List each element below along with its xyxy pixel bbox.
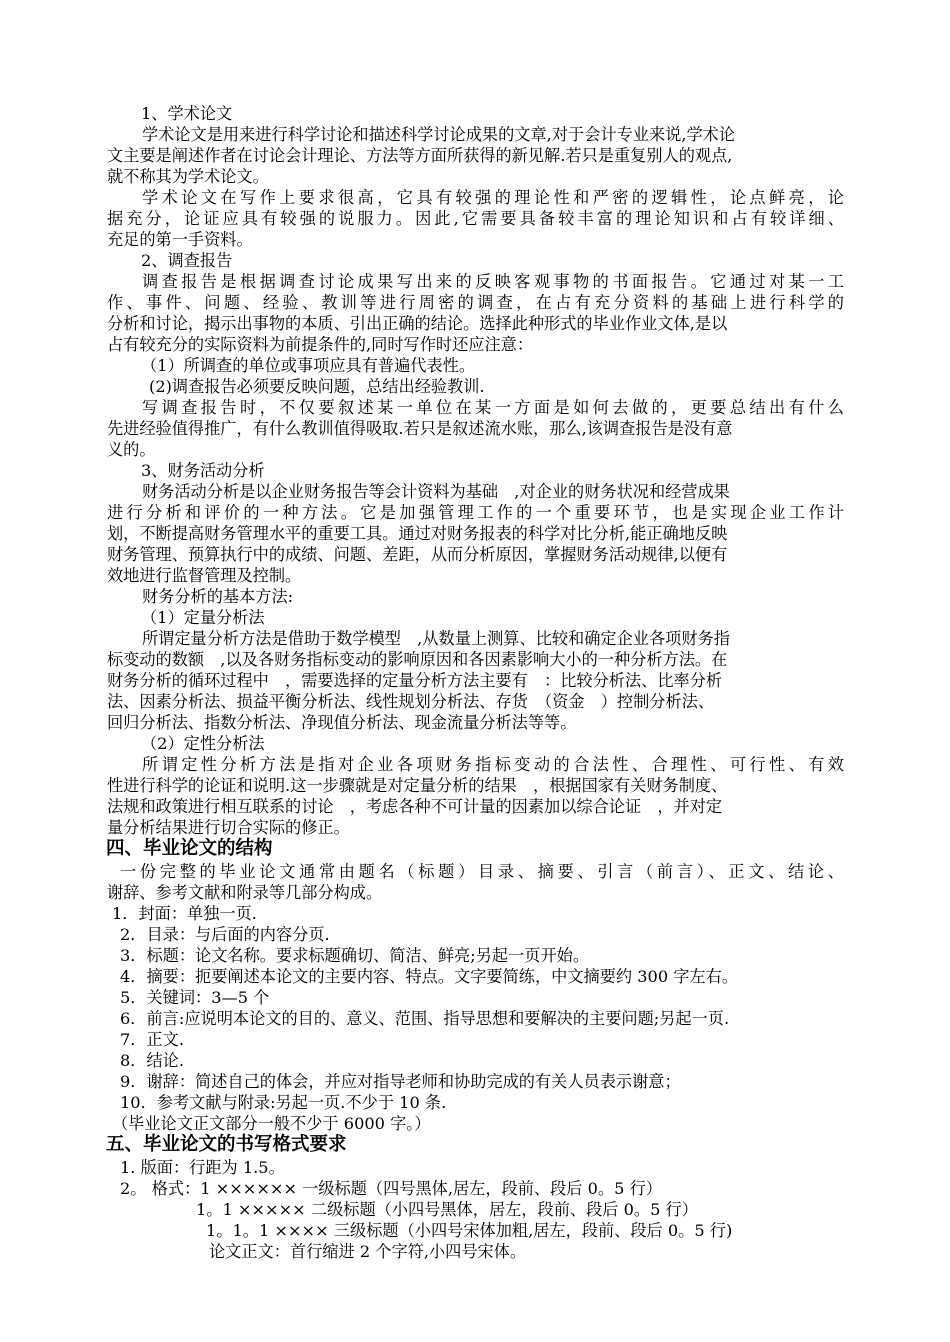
method-title-qualitative: （2）定性分析法 bbox=[141, 734, 265, 753]
paragraph-line: 划，不断提高财务管理水平的重要工具。通过对财务报表的科学对比分析,能正确地反映 bbox=[107, 524, 728, 543]
paragraph-line: 占有较充分的实际资料为前提条件的,同时写作时还应注意： bbox=[107, 335, 534, 354]
paragraph-line: 义的。 bbox=[107, 440, 156, 459]
list-item: 6．前言:应说明本论文的目的、意义、范围、指导思想和要解决的主要问题;另起一页. bbox=[120, 1009, 730, 1028]
word-count-note: （毕业论文正文部分一般不少于 6000 字。） bbox=[112, 1114, 431, 1133]
subsection-title-academic-paper: 1、学术论文 bbox=[141, 104, 233, 123]
paragraph-line: 进行分析和评价的一种方法。它是加强管理工作的一个重要环节，也是实现企业工作计 bbox=[107, 503, 844, 522]
paragraph-line: 财务分析的基本方法: bbox=[142, 587, 294, 606]
paragraph-line: 就不称其为学术论文。 bbox=[107, 167, 269, 186]
paragraph-line: 效地进行监督管理及控制。 bbox=[107, 566, 302, 585]
format-line: 2。 格式：1 ×××××× 一级标题（四号黑体,居左，段前、段后 0。5 行） bbox=[120, 1179, 662, 1198]
subsection-title-financial-analysis: 3、财务活动分析 bbox=[141, 461, 265, 480]
format-line: 1。1。1 ×××× 三级标题（小四号宋体加粗,居左，段前、段后 0。5 行) bbox=[206, 1221, 733, 1240]
paragraph-line: 据充分，论证应具有较强的说服力。因此,它需要具备较丰富的理论知识和占有较详细、 bbox=[107, 209, 844, 228]
paragraph-line: 财务管理、预算执行中的成绩、问题、差距，从而分析原因，掌握财务活动规律,以便有 bbox=[107, 545, 728, 564]
subsection-title-survey-report: 2、调查报告 bbox=[141, 251, 233, 270]
method-title-quantitative: （1）定量分析法 bbox=[141, 608, 265, 627]
paragraph-line: 所谓定性分析方法是指对企业各项财务指标变动的合法性、合理性、可行性、有效 bbox=[142, 755, 844, 774]
paragraph-line: 写调查报告时，不仅要叙述某一单位在某一方面是如何去做的，更要总结出有什么 bbox=[142, 398, 844, 417]
format-line: 1。1 ××××× 二级标题（小四号黑体，居左，段前、段后 0。5 行） bbox=[196, 1200, 698, 1219]
paragraph-line: 调查报告是根据调查讨论成果写出来的反映客观事物的书面报告。它通过对某一工 bbox=[142, 272, 844, 291]
list-item: 7．正文. bbox=[120, 1030, 185, 1049]
list-item: 3．标题：论文名称。要求标题确切、简洁、鲜亮;另起一页开始。 bbox=[120, 946, 590, 965]
list-item: 10．参考文献与附录:另起一页.不少于 10 条. bbox=[120, 1093, 447, 1112]
paragraph-line: 财务活动分析是以企业财务报告等会计资料为基础 ,对企业的财务状况和经营成果 bbox=[142, 482, 730, 501]
paragraph-line: 法规和政策进行相互联系的讨论 ，考虑各种不可计量的因素加以综合论证 ，并对定 bbox=[107, 797, 723, 816]
paragraph-line: 充足的第一手资料。 bbox=[107, 230, 253, 249]
paragraph-line: 标变动的数额 ,以及各财务指标变动的影响原因和各因素影响大小的一种分析方法。在 bbox=[107, 650, 728, 669]
paragraph-line: 量分析结果进行切合实际的修正。 bbox=[107, 818, 350, 837]
paragraph-line: 性进行科学的论证和说明.这一步骤就是对定量分析的结果 ，根据国家有关财务制度、 bbox=[107, 776, 728, 795]
section-heading-format: 五、毕业论文的书写格式要求 bbox=[106, 1134, 347, 1155]
paragraph-line: 谢辞、参考文献和附录等几部分构成。 bbox=[107, 883, 383, 902]
format-line: 1. 版面：行距为 1.5。 bbox=[120, 1158, 285, 1177]
paragraph-line: 回归分析法、指数分析法、净现值分析法、现金流量分析法等等。 bbox=[107, 713, 577, 732]
paragraph-line: 所谓定量分析方法是借助于数学模型 ,从数量上测算、比较和确定企业各项财务指 bbox=[142, 629, 730, 648]
paragraph-line: 学术论文在写作上要求很高，它具有较强的理论性和严密的逻辑性，论点鲜亮，论 bbox=[142, 188, 844, 207]
paragraph-line: 学术论文是用来进行科学讨论和描述科学讨论成果的文章,对于会计专业来说,学术论 bbox=[142, 125, 736, 144]
paragraph-line: 法、因素分析法、损益平衡分析法、线性规划分析法、存货 （资金 ）控制分析法、 bbox=[107, 692, 715, 711]
paragraph-line: 分析和讨论，揭示出事物的本质、引出正确的结论。选择此种形式的毕业作业文体,是以 bbox=[107, 314, 728, 333]
paragraph-line: 先进经验值得推广，有什么教训值得吸取.若只是叙述流水账，那么,该调查报告是没有意 bbox=[107, 419, 733, 438]
numbered-note: （1）所调查的单位或事项应具有普遍代表性。 bbox=[141, 356, 476, 375]
paragraph-line: 财务分析的循环过程中 ，需要选择的定量分析方法主要有 ：比较分析法、比率分析 bbox=[107, 671, 723, 690]
numbered-note: (2)调查报告必须要反映问题，总结出经验教训. bbox=[149, 377, 485, 396]
paragraph-line: 文主要是阐述作者在讨论会计理论、方法等方面所获得的新见解.若只是重复别人的观点, bbox=[107, 146, 733, 165]
list-item: 2．目录：与后面的内容分页. bbox=[120, 925, 330, 944]
list-item: 5．关键词：3—5 个 bbox=[120, 988, 270, 1007]
list-item: 4．摘要：扼要阐述本论文的主要内容、特点。文字要简练，中文摘要约 300 字左右。 bbox=[120, 967, 739, 986]
list-item: 8．结论. bbox=[120, 1051, 185, 1070]
paragraph-line: 作、事件、问题、经验、教训等进行周密的调查，在占有充分资料的基础上进行科学的 bbox=[107, 293, 844, 312]
paragraph-line: 一份完整的毕业论文通常由题名（标题）目录、摘要、引言（前言）、正文、结论、 bbox=[120, 862, 844, 881]
format-line: 论文正文：首行缩进 2 个字符,小四号宋体。 bbox=[209, 1242, 527, 1261]
list-item: 1．封面：单独一页. bbox=[112, 904, 257, 923]
section-heading-structure: 四、毕业论文的结构 bbox=[106, 838, 273, 859]
list-item: 9．谢辞：简述自己的体会，并应对指导老师和协助完成的有关人员表示谢意； bbox=[120, 1072, 681, 1091]
